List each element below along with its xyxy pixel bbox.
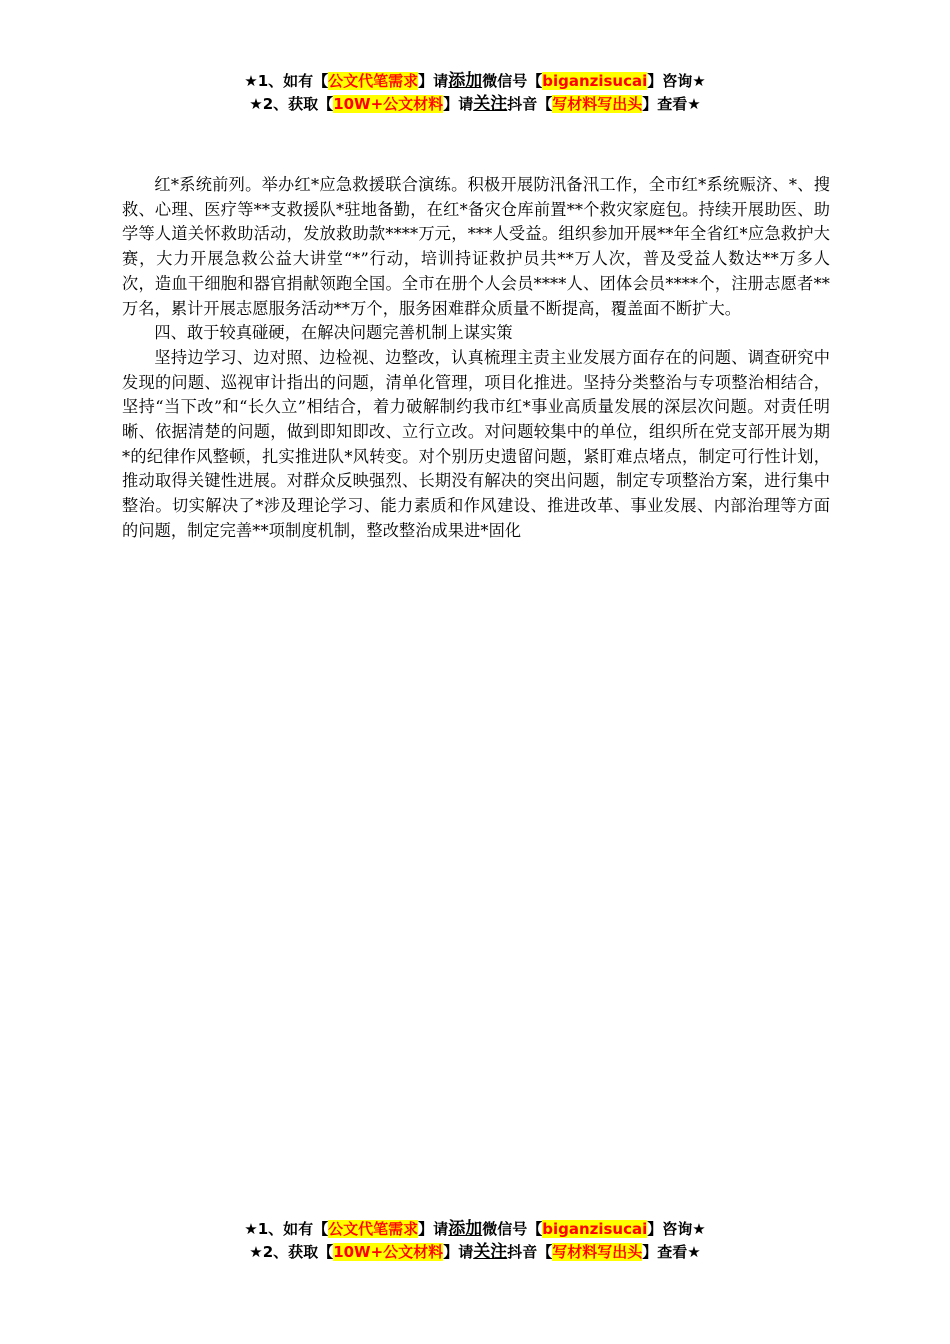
banner-line-2: ★2、获取【10W+公文材料】请关注抖音【写材料写出头】查看★ [249,1242,701,1262]
highlight-douyin: 写材料写出头 [552,1243,643,1261]
paragraph: 红*系统前列。举办红*应急救援联合演练。积极开展防汛备汛工作，全市红*系统赈济、*、搜救、心理、医疗等**支救援队*驻地备勤，在红*备灾仓库前置**个救灾家庭包。持续开展助医、助学等人道关怀救助活动，发放救助款****万元，***人受益。组织参加开展**年全省红*应急救护大赛，大力开展急救公益大讲堂“*”行动，培训持证救护员共**万人次，普及受益人数达**万多人次，造血干细胞和器官捐献领跑全国。全市在册个人会员****人、团体会员****个，注册志愿者**万名，累计开展志愿服务活动**万个，服务困难群众质量不断提高，覆盖面不断扩大。 [122,175,830,318]
star-icon: ★ [244,72,258,90]
highlight-douyin: 写材料写出头 [552,95,643,113]
star-icon: ★ [692,1220,706,1238]
paragraph: 坚持边学习、边对照、边检视、边整改，认真梳理主责主业发展方面存在的问题、调查研究中发现的问题、巡视审计指出的问题，清单化管理，项目化推进。坚持分类整治与专项整治相结合，坚持“当下改”和“长久立”相结合，着力破解制约我市红*事业高质量发展的深层次问题。对责任明晰、依据清楚的问题，做到即知即改、立行立改。对问题较集中的单位，组织所在党支部开展为期*的纪律作风整顿，扎实推进队*风转变。对个别历史遗留问题，紧盯难点堵点，制定可行性计划，推动取得关键性进展。对群众反映强烈、长期没有解决的突出问题，制定专项整治方案，进行集中整治。切实解决了*涉及理论学习、能力素质和作风建设、推进改革、事业发展、内部治理等方面的问题，制定完善**项制度机制，整改整治成果进*固化 [122,347,830,540]
banner-line-2: ★2、获取【10W+公文材料】请关注抖音【写材料写出头】查看★ [249,94,701,114]
section-heading: 四、敢于较真碰硬，在解决问题完善机制上谋实策 [154,323,513,343]
banner-line-1: ★1、如有【公文代笔需求】请添加微信号【biganzisucai】咨询★ [244,71,706,91]
star-icon: ★ [687,95,701,113]
highlight-ghostwriting: 公文代笔需求 [328,72,419,90]
highlight-materials: 10W+公文材料 [333,95,444,113]
star-icon: ★ [249,95,263,113]
highlight-ghostwriting: 公文代笔需求 [328,1220,419,1238]
star-icon: ★ [249,1243,263,1261]
star-icon: ★ [692,72,706,90]
star-icon: ★ [244,1220,258,1238]
footer-banner [0,1218,950,1264]
document-body [122,173,830,544]
header-banner [0,70,950,116]
banner-line-1: ★1、如有【公文代笔需求】请添加微信号【biganzisucai】咨询★ [244,1219,706,1239]
highlight-materials: 10W+公文材料 [333,1243,444,1261]
highlight-wechat-id: biganzisucai [542,1220,648,1238]
star-icon: ★ [687,1243,701,1261]
highlight-wechat-id: biganzisucai [542,72,648,90]
